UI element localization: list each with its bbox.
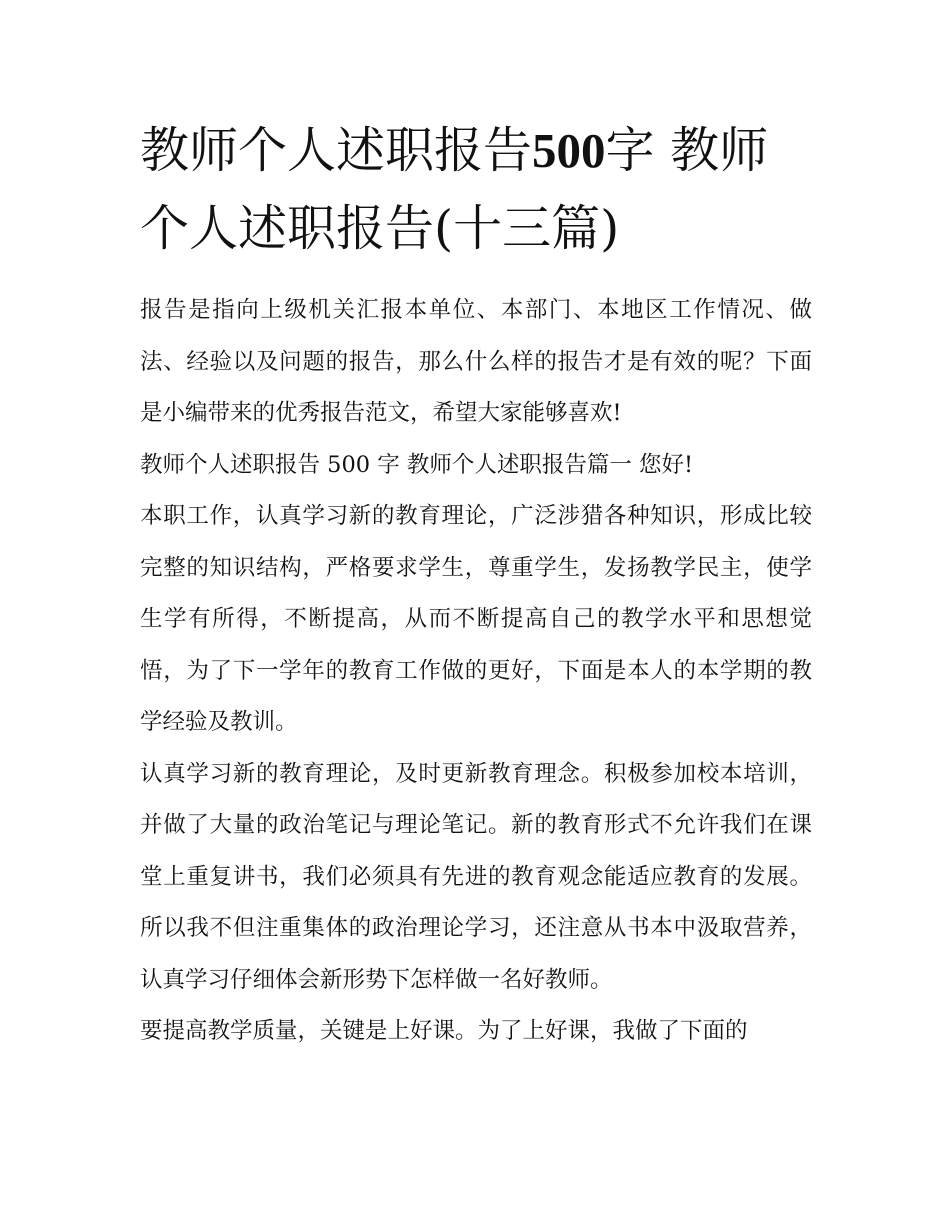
paragraph-teaching-quality: 要提高教学质量，关键是上好课。为了上好课，我做了下面的 [140,1018,748,1044]
paragraph-work-summary: 本职工作，认真学习新的教育理论，广泛涉猎各种知识，形成比较完整的知识结构，严格要求学生，尊重学生，发扬教学民主，使学生学有所得，不断提高，从而不断提高自己的教学水平和思想觉悟，为了下一学年的教育工作做的更好，下面是本人的本学期的教学经验及教训。 [140,503,812,735]
title-number: 500 [532,123,606,178]
title-text-part2: 字 教师个人述职报告(十三篇) [140,122,769,257]
paragraph-intro: 报告是指向上级机关汇报本单位、本部门、本地区工作情况、做法、经验以及问题的报告，那么什么样的报告才是有效的呢？下面是小编带来的优秀报告范文，希望大家能够喜欢! [140,297,812,426]
paragraph-section-heading: 教师个人述职报告 500 字 教师个人述职报告篇一 您好! [140,451,694,478]
document-title [140,112,812,268]
document-body [140,285,812,1058]
document-page [140,112,812,1058]
paragraph-theory-study: 认真学习新的教育理论，及时更新教育理念。积极参加校本培训，并做了大量的政治笔记与理论笔记。新的教育形式不允许我们在课堂上重复讲书，我们必须具有先进的教育观念能适应教育的发展。所以我不但注重集体的政治理论学习，还注意从书本中汲取营养，认真学习仔细体会新形势下怎样做一名好教师。 [140,760,812,993]
title-text-part1: 教师个人述职报告 [140,122,533,179]
